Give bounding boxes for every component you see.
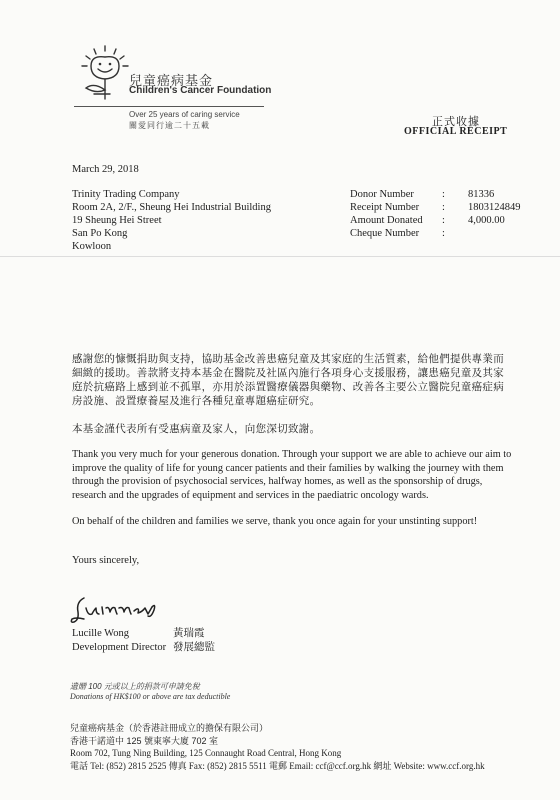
info-colon: :	[442, 189, 445, 200]
signer-block-en	[72, 627, 166, 654]
footer-contact	[70, 722, 485, 772]
letter-date: March 29, 2018	[72, 164, 139, 175]
info-colon: :	[442, 215, 445, 226]
address-line: San Po Kong	[72, 228, 128, 239]
receipt-title-zh: 正式收據	[432, 116, 480, 128]
tagline-en: Over 25 years of caring service	[129, 110, 240, 119]
info-label: Donor Number	[350, 189, 414, 200]
address-line: 19 Sheung Hei Street	[72, 215, 162, 226]
receipt-title-en: OFFICIAL RECEIPT	[404, 126, 508, 137]
signer-title-en: Development Director	[72, 641, 167, 653]
tagline-divider	[74, 106, 264, 107]
footer-address-zh: 香港干諾道中 125 號東寧大廈 702 室	[70, 735, 219, 746]
amount-donated-row	[350, 214, 521, 227]
closing-salutation: Yours sincerely,	[72, 555, 140, 566]
tax-note-en: Donations of HK$100 or above are tax deductible	[70, 692, 231, 701]
paper-fold-line	[0, 256, 560, 257]
org-name-en: Children's Cancer Foundation	[129, 85, 272, 96]
address-line: Room 2A, 2/F., Sheung Hei Industrial Building	[72, 202, 271, 213]
info-value: 4,000.00	[468, 215, 505, 226]
footer-contact-line: 電話 Tel: (852) 2815 2525 傳真 Fax: (852) 2815 5511 電郵 Email: ccf@ccf.org.hk 網址 Website: www.ccf.org.hk	[70, 760, 485, 771]
tagline-zh: 關愛同行逾二十五載	[129, 121, 210, 130]
info-colon: :	[442, 228, 445, 239]
thanks-paragraph-zh: 感謝您的慷慨捐助與支持，協助基金改善患癌兒童及其家庭的生活質素，給他們提供專業而細緻的援助。善款將支持本基金在醫院及社區內施行各項身心支援服務，讓患癌兒童及其家庭於抗癌路上感到並不孤單，亦用於添置醫療儀器與藥物、改善各主要公立醫院兒童癌症病房設施、設置療養屋及進行各種兒童專題癌症研究。	[72, 353, 504, 407]
footer-address-en: Room 702, Tung Ning Building, 125 Connaught Road Central, Hong Kong	[70, 748, 342, 758]
address-line: Kowloon	[72, 241, 112, 252]
receipt-number-row	[350, 201, 521, 214]
donation-info	[350, 188, 521, 240]
handwritten-signature	[66, 586, 166, 628]
info-value: 81336	[468, 189, 495, 200]
info-label: Cheque Number	[350, 228, 420, 239]
thanks-paragraph-en: Thank you very much for your generous donation. Through your support we are able to achieve our aim to improve the quality of life for young cancer patients and their families by walking the journey with them through the provision of psychosocial services, halfway homes, as well as the sponsorship of drugs, research and the upgrades of equipment and services in the paediatric oncology wards.	[72, 449, 512, 501]
signer-name-en: Lucille Wong	[72, 628, 129, 639]
info-value: 1803124849	[468, 202, 521, 213]
org-name-zh: 兒童癌病基金	[129, 73, 214, 88]
tax-note-zh: 遺贈 100 元或以上的捐款可申請免稅	[70, 682, 200, 691]
info-colon: :	[442, 202, 445, 213]
tax-deductible-note	[70, 682, 230, 702]
recipient-address	[72, 188, 271, 253]
donor-number-row	[350, 188, 521, 201]
thanks-closing-zh: 本基金謹代表所有受惠病童及家人，向您深切致謝。	[72, 423, 321, 435]
thanks-closing-en: On behalf of the children and families we serve, thank you once again for your unstinting support!	[72, 516, 478, 527]
info-label: Receipt Number	[350, 202, 420, 213]
signer-title-zh: 發展總監	[173, 640, 215, 653]
cheque-number-row	[350, 227, 521, 240]
footer-org-zh: 兒童癌病基金（於香港註冊成立的擔保有限公司）	[70, 723, 269, 733]
address-line: Trinity Trading Company	[72, 189, 180, 200]
info-label: Amount Donated	[350, 215, 423, 226]
signer-name-zh: 黃瑞霞	[173, 627, 205, 639]
foundation-logo-icon	[74, 44, 136, 102]
signer-block-zh	[173, 627, 215, 654]
